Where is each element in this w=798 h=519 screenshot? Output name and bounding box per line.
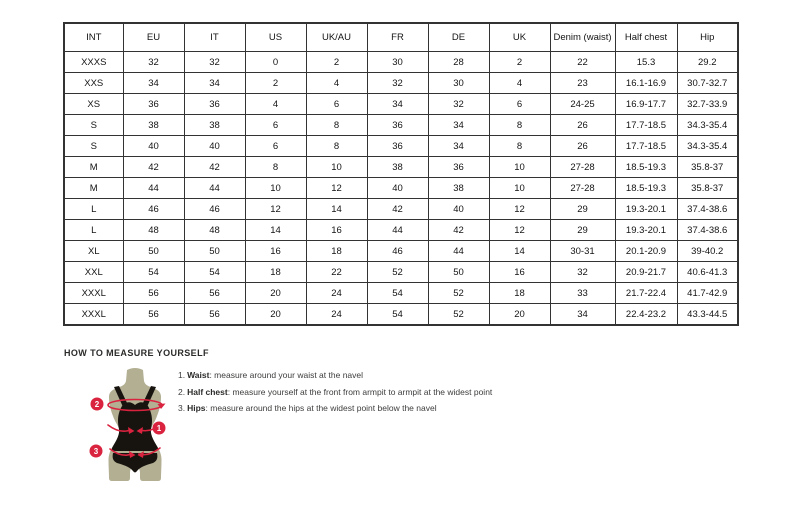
size-cell: 44 (367, 220, 428, 241)
marker-1-badge (153, 422, 166, 435)
size-cell: 6 (489, 94, 550, 115)
column-header: UK (489, 23, 550, 52)
size-cell: 16 (489, 262, 550, 283)
size-cell: 17.7-18.5 (615, 115, 677, 136)
svg-text:1: 1 (156, 424, 162, 433)
size-cell: 42 (184, 157, 245, 178)
size-cell: 50 (123, 241, 184, 262)
size-cell: 14 (489, 241, 550, 262)
size-cell: 16 (306, 220, 367, 241)
size-cell: 43.3-44.5 (677, 304, 738, 326)
size-cell: 22 (306, 262, 367, 283)
size-cell: 35.8-37 (677, 178, 738, 199)
size-cell: M (64, 178, 123, 199)
size-cell: 38 (123, 115, 184, 136)
size-cell: 54 (184, 262, 245, 283)
item-text: : measure yourself at the front from armpit to armpit at the widest point (227, 386, 493, 397)
size-cell: 26 (550, 136, 615, 157)
size-cell: 42 (367, 199, 428, 220)
column-header: Denim (waist) (550, 23, 615, 52)
size-cell: L (64, 199, 123, 220)
size-cell: 32 (123, 52, 184, 73)
item-term: Half chest (187, 386, 228, 397)
size-row (64, 178, 738, 199)
size-cell: 30 (428, 73, 489, 94)
size-cell: 36 (367, 136, 428, 157)
measure-item-waist (178, 371, 492, 380)
item-term: Waist (187, 370, 210, 380)
size-cell: 18 (245, 262, 306, 283)
column-header: UK/AU (306, 23, 367, 52)
size-cell: 44 (428, 241, 489, 262)
size-cell: 36 (428, 157, 489, 178)
size-cell: 12 (489, 199, 550, 220)
size-cell: 34 (367, 94, 428, 115)
measure-item-hips (178, 404, 492, 413)
header-row (64, 23, 738, 52)
size-cell: 40 (184, 136, 245, 157)
size-cell: 36 (123, 94, 184, 115)
size-cell: 2 (245, 73, 306, 94)
size-cell: 27-28 (550, 157, 615, 178)
size-cell: 52 (367, 262, 428, 283)
size-row (64, 199, 738, 220)
size-cell: 19.3-20.1 (615, 199, 677, 220)
size-row (64, 73, 738, 94)
size-cell: 42 (428, 220, 489, 241)
size-cell: 39-40.2 (677, 241, 738, 262)
size-cell: 18.5-19.3 (615, 178, 677, 199)
size-cell: 21.7-22.4 (615, 283, 677, 304)
item-number: 2. (178, 386, 186, 397)
size-row (64, 94, 738, 115)
size-cell: 6 (306, 94, 367, 115)
size-cell: XXL (64, 262, 123, 283)
column-header: DE (428, 23, 489, 52)
size-cell: 34.3-35.4 (677, 136, 738, 157)
size-cell: 46 (367, 241, 428, 262)
size-cell: XS (64, 94, 123, 115)
size-cell: 23 (550, 73, 615, 94)
size-row (64, 304, 738, 326)
size-cell: 16 (245, 241, 306, 262)
size-cell: 41.7-42.9 (677, 283, 738, 304)
size-cell: 36 (367, 115, 428, 136)
size-cell: 20 (245, 283, 306, 304)
size-row (64, 262, 738, 283)
size-cell: 12 (245, 199, 306, 220)
size-cell: 40 (428, 199, 489, 220)
size-cell: 14 (306, 199, 367, 220)
size-cell: 32 (367, 73, 428, 94)
size-cell: 32 (428, 94, 489, 115)
size-cell: 40 (367, 178, 428, 199)
size-cell: S (64, 115, 123, 136)
size-cell: XL (64, 241, 123, 262)
svg-text:2: 2 (94, 400, 100, 409)
size-cell: 2 (489, 52, 550, 73)
column-header: Hip (677, 23, 738, 52)
size-row (64, 52, 738, 73)
marker-3-badge (90, 445, 103, 458)
marker-2-badge (91, 398, 104, 411)
size-cell: 33 (550, 283, 615, 304)
size-cell: 34 (184, 73, 245, 94)
size-cell: 18 (489, 283, 550, 304)
size-cell: 8 (306, 115, 367, 136)
size-cell: XXXL (64, 283, 123, 304)
size-cell: 18.5-19.3 (615, 157, 677, 178)
size-cell: 50 (184, 241, 245, 262)
size-cell: 56 (123, 304, 184, 326)
size-chart-body (64, 52, 738, 326)
size-cell: 38 (367, 157, 428, 178)
size-cell: 32 (550, 262, 615, 283)
size-cell: 56 (184, 304, 245, 326)
size-cell: 44 (123, 178, 184, 199)
size-cell: 8 (245, 157, 306, 178)
size-row (64, 136, 738, 157)
size-cell: 20 (245, 304, 306, 326)
size-cell: 4 (306, 73, 367, 94)
size-cell: 50 (428, 262, 489, 283)
size-cell: 4 (489, 73, 550, 94)
size-cell: 16.9-17.7 (615, 94, 677, 115)
measure-heading: HOW TO MEASURE YOURSELF (64, 348, 209, 358)
size-row (64, 220, 738, 241)
column-header: FR (367, 23, 428, 52)
size-cell: 8 (489, 115, 550, 136)
size-cell: 10 (489, 178, 550, 199)
size-cell: 29 (550, 199, 615, 220)
size-cell: 56 (123, 283, 184, 304)
size-row (64, 115, 738, 136)
size-cell: L (64, 220, 123, 241)
size-cell: 20 (489, 304, 550, 326)
size-cell: 36 (184, 94, 245, 115)
size-cell: S (64, 136, 123, 157)
measurement-figure (78, 366, 193, 491)
size-cell: 20.1-20.9 (615, 241, 677, 262)
size-row (64, 157, 738, 178)
size-cell: 56 (184, 283, 245, 304)
column-header: INT (64, 23, 123, 52)
size-cell: 6 (245, 115, 306, 136)
size-cell: 26 (550, 115, 615, 136)
size-cell: 34 (550, 304, 615, 326)
size-cell: 46 (123, 199, 184, 220)
size-cell: 38 (428, 178, 489, 199)
size-cell: 40.6-41.3 (677, 262, 738, 283)
column-header: US (245, 23, 306, 52)
size-cell: XXS (64, 73, 123, 94)
size-cell: 22.4-23.2 (615, 304, 677, 326)
size-cell: 46 (184, 199, 245, 220)
size-chart-header (64, 23, 738, 52)
item-text: : measure around your waist at the navel (209, 370, 364, 380)
size-cell: 10 (489, 157, 550, 178)
item-number: 3. (178, 403, 186, 413)
mannequin-illustration-icon (78, 366, 193, 491)
item-number: 1. (178, 370, 186, 380)
size-cell: 38 (184, 115, 245, 136)
size-cell: 48 (123, 220, 184, 241)
size-cell: 17.7-18.5 (615, 136, 677, 157)
size-cell: 12 (489, 220, 550, 241)
item-term: Hips (187, 403, 206, 413)
size-cell: 44 (184, 178, 245, 199)
size-cell: 29 (550, 220, 615, 241)
size-cell: XXXL (64, 304, 123, 326)
size-cell: 32 (184, 52, 245, 73)
size-cell: 0 (245, 52, 306, 73)
size-row (64, 241, 738, 262)
size-cell: 29.2 (677, 52, 738, 73)
item-text: : measure around the hips at the widest point below the navel (205, 403, 437, 413)
size-row (64, 283, 738, 304)
size-cell: 16.1-16.9 (615, 73, 677, 94)
size-cell: 15.3 (615, 52, 677, 73)
size-cell: 52 (428, 304, 489, 326)
measure-list (178, 371, 492, 421)
size-cell: 10 (245, 178, 306, 199)
measure-item-half-chest (178, 388, 492, 397)
size-cell: 30-31 (550, 241, 615, 262)
size-cell: 48 (184, 220, 245, 241)
column-header: Half chest (615, 23, 677, 52)
svg-text:3: 3 (93, 447, 99, 456)
size-cell: 28 (428, 52, 489, 73)
size-cell: 27-28 (550, 178, 615, 199)
size-cell: 35.8-37 (677, 157, 738, 178)
size-cell: 6 (245, 136, 306, 157)
size-cell: 34 (123, 73, 184, 94)
size-cell: 8 (306, 136, 367, 157)
size-cell: 37.4-38.6 (677, 220, 738, 241)
size-cell: 10 (306, 157, 367, 178)
size-cell: 30.7-32.7 (677, 73, 738, 94)
column-header: EU (123, 23, 184, 52)
size-cell: 19.3-20.1 (615, 220, 677, 241)
column-header: IT (184, 23, 245, 52)
size-chart-table (63, 22, 739, 326)
size-cell: 52 (428, 283, 489, 304)
size-cell: 54 (367, 304, 428, 326)
size-cell: 32.7-33.9 (677, 94, 738, 115)
size-cell: 34 (428, 136, 489, 157)
size-cell: 30 (367, 52, 428, 73)
size-cell: 54 (123, 262, 184, 283)
size-cell: 34.3-35.4 (677, 115, 738, 136)
size-cell: 8 (489, 136, 550, 157)
size-cell: 18 (306, 241, 367, 262)
size-cell: 14 (245, 220, 306, 241)
size-cell: M (64, 157, 123, 178)
size-cell: 4 (245, 94, 306, 115)
size-cell: 12 (306, 178, 367, 199)
size-cell: 24 (306, 283, 367, 304)
size-cell: 22 (550, 52, 615, 73)
size-cell: XXXS (64, 52, 123, 73)
size-cell: 24 (306, 304, 367, 326)
size-cell: 24-25 (550, 94, 615, 115)
size-cell: 54 (367, 283, 428, 304)
size-cell: 40 (123, 136, 184, 157)
size-cell: 37.4-38.6 (677, 199, 738, 220)
size-cell: 2 (306, 52, 367, 73)
size-cell: 20.9-21.7 (615, 262, 677, 283)
size-cell: 34 (428, 115, 489, 136)
size-cell: 42 (123, 157, 184, 178)
